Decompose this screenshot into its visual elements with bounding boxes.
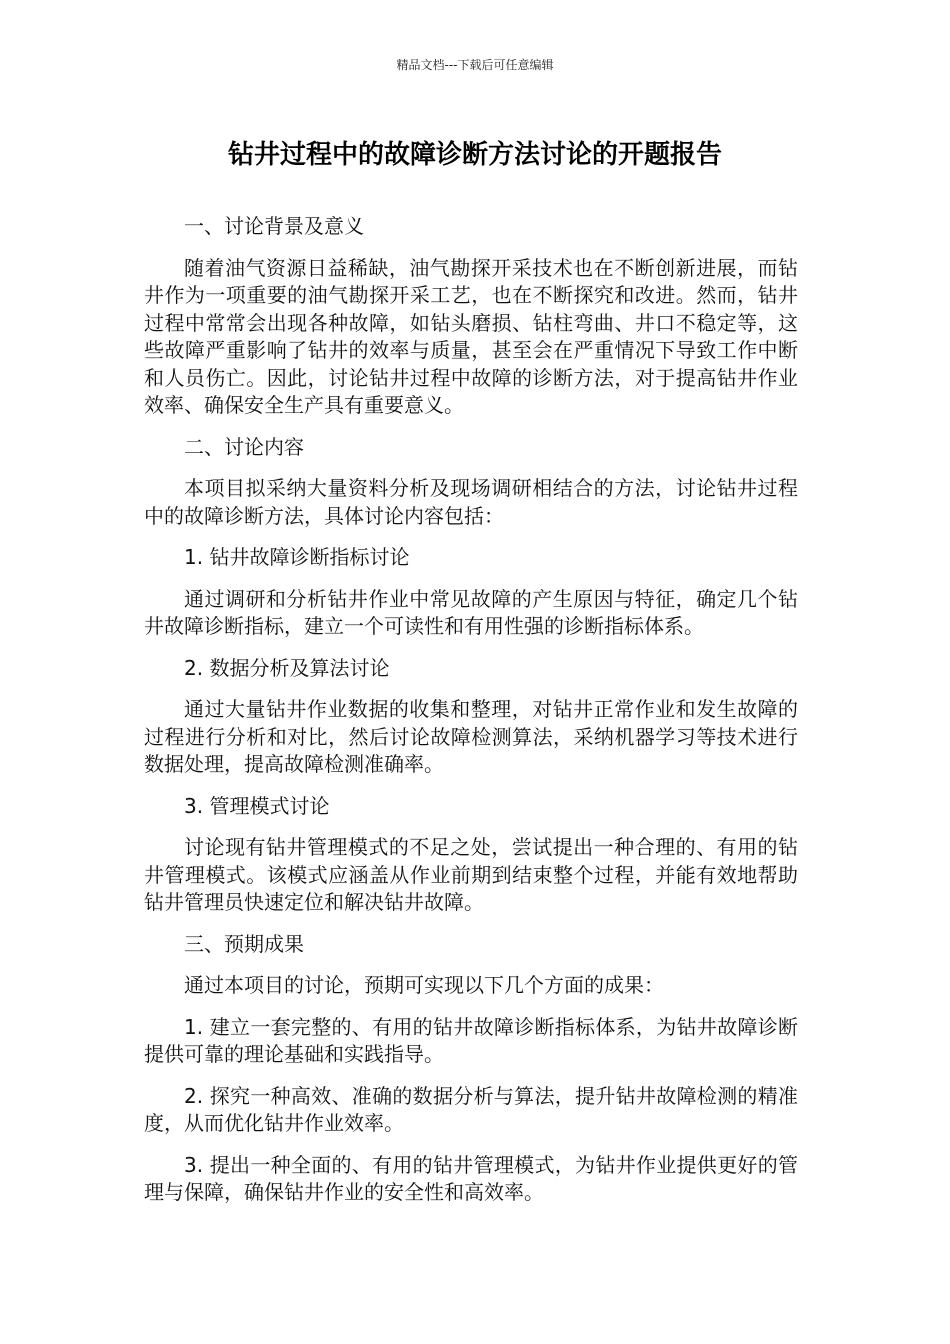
paragraph-indicators: 通过调研和分析钻井作业中常见故障的产生原因与特征，确定几个钻井故障诊断指标，建立一个可读性和有用性强的诊断指标体系。 xyxy=(144,586,798,638)
paragraph-outcomes-intro: 通过本项目的讨论，预期可实现以下几个方面的成果： xyxy=(184,973,664,997)
outcome-item-3: 3. 提出一种全面的、有用的钻井管理模式，为钻井作业提供更好的管理与保障，确保钻井作业的安全性和高效率。 xyxy=(144,1152,798,1204)
outcome-item-2: 2. 探究一种高效、准确的数据分析与算法，提升钻井故障检测的精准度，从而优化钻井作业效率。 xyxy=(144,1083,798,1135)
header-note: 精品文档---下载后可任意编辑 xyxy=(396,58,554,72)
document-body xyxy=(144,213,798,1221)
paragraph-background: 随着油气资源日益稀缺，油气勘探开采技术也在不断创新进展，而钻井作为一项重要的油气勘探开采工艺，也在不断探究和改进。然而，钻井过程中常常会出现各种故障，如钻头磨损、钻柱弯曲、井口不稳定等，这些故障严重影响了钻井的效率与质量，甚至会在严重情况下导致工作中断和人员伤亡。因此，讨论钻井过程中故障的诊断方法，对于提高钻井作业效率、确保安全生产具有重要意义。 xyxy=(144,255,798,417)
section-heading-background: 一、讨论背景及意义 xyxy=(184,214,364,238)
subheading-indicators: 1. 钻井故障诊断指标讨论 xyxy=(184,545,410,569)
paragraph-content-intro: 本项目拟采纳大量资料分析及现场调研相结合的方法，讨论钻井过程中的故障诊断方法，具体讨论内容包括： xyxy=(144,476,798,528)
outcome-item-1: 1. 建立一套完整的、有用的钻井故障诊断指标体系，为钻井故障诊断提供可靠的理论基础和实践指导。 xyxy=(144,1014,798,1066)
paragraph-data-analysis: 通过大量钻井作业数据的收集和整理，对钻井正常作业和发生故障的过程进行分析和对比，然后讨论故障检测算法，采纳机器学习等技术进行数据处理，提高故障检测准确率。 xyxy=(144,697,798,776)
paragraph-management: 讨论现有钻井管理模式的不足之处，尝试提出一种合理的、有用的钻井管理模式。该模式应涵盖从作业前期到结束整个过程，并能有效地帮助钻井管理员快速定位和解决钻井故障。 xyxy=(144,835,798,914)
document-title: 钻井过程中的故障诊断方法讨论的开题报告 xyxy=(227,140,722,170)
subheading-management: 3. 管理模式讨论 xyxy=(184,793,330,818)
subheading-data-analysis: 2. 数据分析及算法讨论 xyxy=(184,655,390,680)
section-heading-content: 二、讨论内容 xyxy=(184,434,304,459)
section-heading-outcomes: 三、预期成果 xyxy=(184,931,304,956)
